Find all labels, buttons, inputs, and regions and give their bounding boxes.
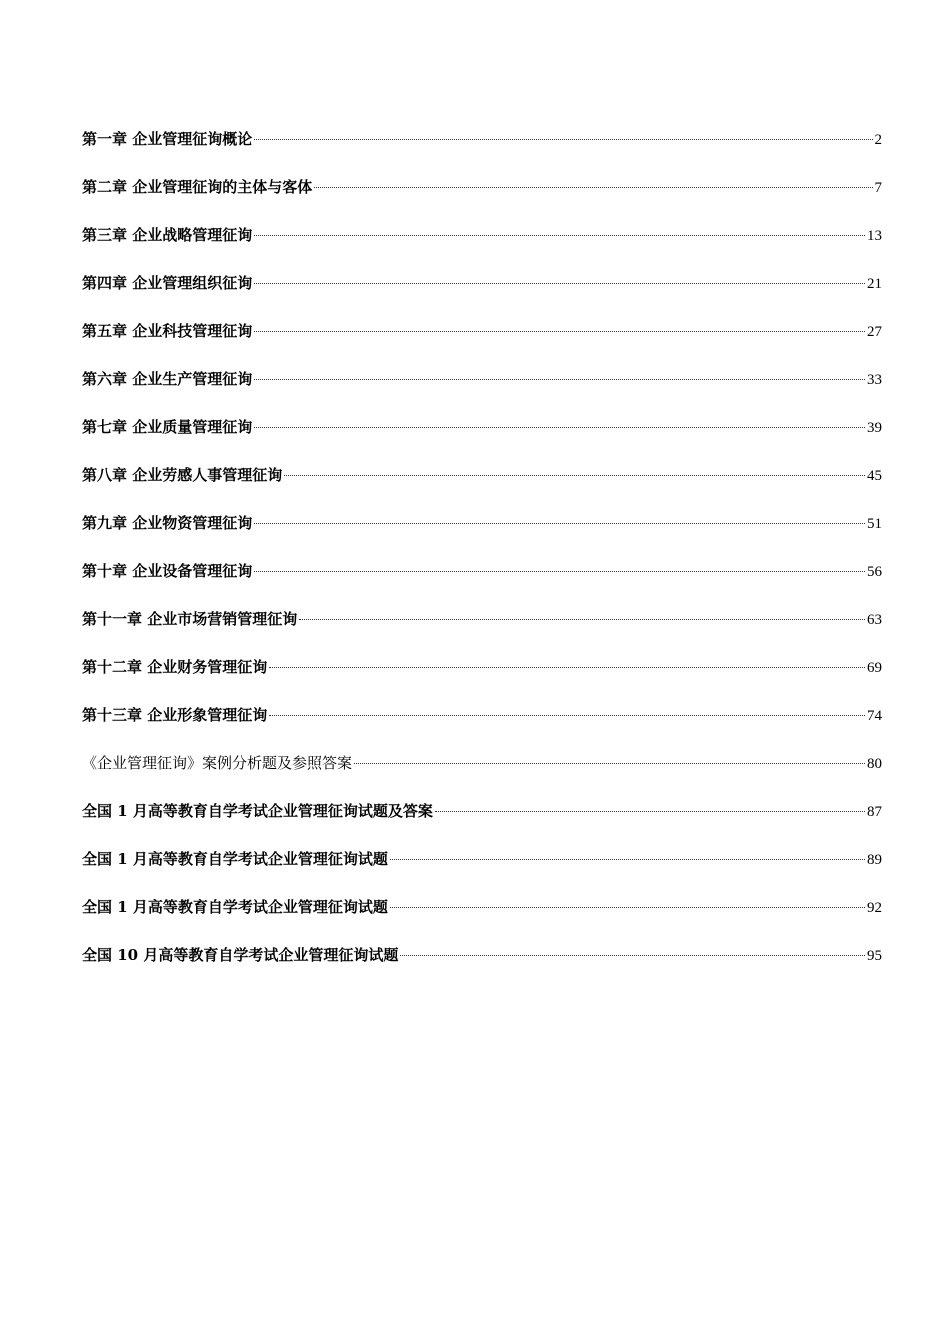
toc-entry-5[interactable]	[82, 320, 882, 368]
toc-dot-leader	[314, 187, 872, 188]
toc-entry-page: 89	[867, 852, 882, 868]
toc-dot-leader	[390, 907, 865, 908]
toc-dot-leader	[254, 523, 865, 524]
toc-entry-page: 69	[867, 660, 882, 676]
toc-entry-title: 第九章 企业物资管理征询	[82, 514, 253, 532]
toc-dot-leader	[354, 763, 865, 764]
toc-entry-title: 第十三章 企业形象管理征询	[82, 706, 268, 724]
toc-entry-page: 63	[867, 612, 882, 628]
toc-dot-leader	[254, 379, 865, 380]
toc-entry-page: 80	[867, 756, 882, 772]
toc-dot-leader	[254, 571, 865, 572]
toc-entry-18[interactable]	[82, 944, 882, 992]
toc-dot-leader	[299, 619, 865, 620]
toc-entry-14[interactable]	[82, 752, 882, 800]
toc-entry-page: 21	[867, 276, 882, 292]
toc-entry-16[interactable]	[82, 848, 882, 896]
toc-entry-title: 第十二章 企业财务管理征询	[82, 658, 268, 676]
toc-entry-page: 95	[867, 948, 882, 964]
toc-entry-6[interactable]	[82, 368, 882, 416]
toc-entry-title: 第八章 企业劳感人事管理征询	[82, 466, 283, 484]
toc-entry-title: 全国 1 月高等教育自学考试企业管理征询试题及答案	[82, 802, 433, 820]
toc-entry-page: 51	[867, 516, 882, 532]
toc-dot-leader	[269, 715, 865, 716]
toc-entry-page: 13	[867, 228, 882, 244]
toc-entry-title: 第四章 企业管理组织征询	[82, 274, 253, 292]
toc-entry-title: 《企业管理征询》案例分析题及参照答案	[82, 754, 353, 772]
toc-entry-page: 2	[874, 132, 882, 148]
toc-entry-title: 第三章 企业战略管理征询	[82, 226, 253, 244]
toc-entry-title: 第十一章 企业市场营销管理征询	[82, 610, 298, 628]
toc-dot-leader	[269, 667, 865, 668]
toc-entry-title: 全国 1 月高等教育自学考试企业管理征询试题	[82, 898, 388, 916]
toc-entry-page: 87	[867, 804, 882, 820]
toc-entry-page: 92	[867, 900, 882, 916]
toc-dot-leader	[254, 139, 872, 140]
toc-entry-page: 33	[867, 372, 882, 388]
toc-entry-title: 第五章 企业科技管理征询	[82, 322, 253, 340]
toc-entry-page: 74	[867, 708, 882, 724]
toc-entry-title: 全国 1 月高等教育自学考试企业管理征询试题	[82, 850, 388, 868]
toc-entry-page: 7	[874, 180, 882, 196]
toc-dot-leader	[254, 283, 865, 284]
toc-entry-title: 第一章 企业管理征询概论	[82, 130, 253, 148]
toc-dot-leader	[254, 427, 865, 428]
toc-dot-leader	[254, 331, 865, 332]
toc-entry-3[interactable]	[82, 224, 882, 272]
toc-entry-2[interactable]	[82, 176, 882, 224]
toc-dot-leader	[400, 955, 865, 956]
toc-entry-title: 第十章 企业设备管理征询	[82, 562, 253, 580]
toc-entry-12[interactable]	[82, 656, 882, 704]
toc-entry-7[interactable]	[82, 416, 882, 464]
toc-dot-leader	[435, 811, 865, 812]
toc-entry-9[interactable]	[82, 512, 882, 560]
toc-entry-17[interactable]	[82, 896, 882, 944]
toc-entry-page: 39	[867, 420, 882, 436]
toc-entry-8[interactable]	[82, 464, 882, 512]
toc-dot-leader	[254, 235, 865, 236]
toc-entry-4[interactable]	[82, 272, 882, 320]
toc-entry-1[interactable]	[82, 128, 882, 176]
table-of-contents	[82, 128, 882, 992]
toc-entry-page: 45	[867, 468, 882, 484]
toc-entry-page: 56	[867, 564, 882, 580]
toc-entry-13[interactable]	[82, 704, 882, 752]
toc-dot-leader	[390, 859, 865, 860]
toc-entry-title: 第七章 企业质量管理征询	[82, 418, 253, 436]
toc-entry-title: 第二章 企业管理征询的主体与客体	[82, 178, 313, 196]
toc-dot-leader	[284, 475, 865, 476]
toc-entry-15[interactable]	[82, 800, 882, 848]
toc-entry-title: 全国 10 月高等教育自学考试企业管理征询试题	[82, 946, 399, 964]
toc-entry-11[interactable]	[82, 608, 882, 656]
toc-entry-page: 27	[867, 324, 882, 340]
toc-entry-title: 第六章 企业生产管理征询	[82, 370, 253, 388]
toc-entry-10[interactable]	[82, 560, 882, 608]
